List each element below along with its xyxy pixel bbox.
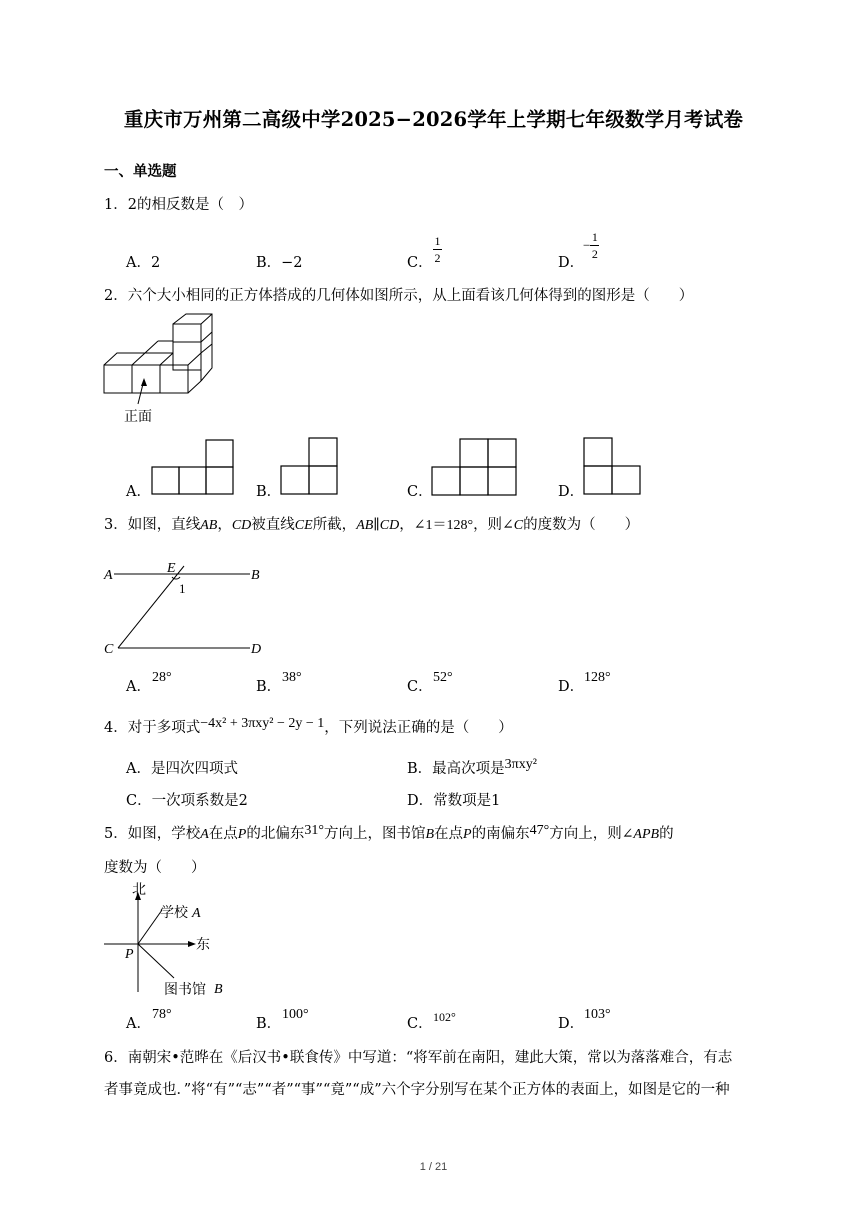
question-3-stem: 3．如图，直线AB，CD被直线CE所截，AB∥CD，∠1＝128°，则∠C的度数为（ ） [104, 517, 640, 533]
q5-option-c-value: 102° [433, 1010, 456, 1024]
q1-option-a: A．2 [126, 255, 161, 271]
q2-option-c-figure [431, 438, 517, 496]
q3-option-c-value: 52° [433, 670, 453, 685]
q2-option-d: D． [558, 484, 585, 500]
q4-option-a: A．是四次四项式 [126, 761, 238, 777]
label-a: A [192, 906, 201, 921]
q3-option-b: B． [256, 679, 282, 695]
q3-option-d: D． [558, 679, 585, 695]
label-p: P [125, 947, 134, 962]
q3-option-a: A． [126, 679, 151, 695]
question-1-stem: 1．2的相反数是（ ） [104, 197, 253, 213]
page-number: 1 / 21 [419, 1161, 448, 1173]
q5-option-a: A． [126, 1016, 151, 1032]
q1-option-d: D． [558, 255, 585, 271]
page-title: 重庆市万州第二高级中学2025−2026学年上学期七年级数学月考试卷 [123, 108, 744, 131]
east-label: 东 [196, 938, 210, 953]
label-e: E [167, 561, 176, 576]
q5-option-c: C． [407, 1016, 433, 1032]
q2-option-d-figure [583, 437, 643, 495]
q3-figure [100, 560, 270, 660]
q5-figure [100, 884, 250, 999]
question-2-stem: 2．六个大小相同的正方体搭成的几何体如图所示，从上面看该几何体得到的图形是（ ） [104, 288, 694, 304]
q4-option-d: D．常数项是1 [407, 793, 501, 809]
north-label: 北 [132, 883, 146, 898]
question-6-line2: 者事竟成也．”将“有”“志”“者”“事”“竟”“成”六个字分别写在某个正方体的表面上，如图是它的一种 [104, 1082, 730, 1098]
q5-option-b: B． [256, 1016, 282, 1032]
q3-option-d-value: 128° [584, 670, 611, 685]
label-angle-1: 1 [179, 581, 186, 596]
ray-pa [138, 910, 162, 944]
q2-solid-figure [100, 312, 220, 422]
question-6-line1: 6．南朝宋•范晔在《后汉书•联食传》中写道：“将军前在南阳，建此大策，常以为落落难合，有志 [104, 1050, 733, 1066]
section-heading: 一、单选题 [104, 163, 177, 180]
label-c: C [104, 642, 114, 657]
ray-pb [138, 944, 174, 978]
q2-option-a: A． [126, 484, 151, 500]
q3-option-b-value: 38° [282, 670, 302, 685]
q4-option-b-term: 3πxy² [504, 757, 537, 772]
q5-option-d: D． [558, 1016, 585, 1032]
library-label: 图书馆 [164, 983, 206, 998]
label-b: B [214, 982, 223, 997]
question-5-stem-line2: 度数为（ ） [104, 860, 206, 876]
q3-option-a-value: 28° [152, 670, 172, 685]
question-5-stem-line1: 5．如图，学校A在点P的北偏东31°方向上，图书馆B在点P的南偏东47°方向上，则∠APB的 [104, 823, 674, 842]
q4-option-b: B．最高次项是3πxy² [407, 757, 537, 777]
east-arrow-head [188, 941, 196, 947]
q1-option-d-fraction: − $\frac{1}{2}$ [583, 230, 598, 261]
q4-option-c: C．一次项系数是2 [126, 793, 248, 809]
q1-option-b: B．−2 [256, 255, 303, 271]
question-4-stem: 4．对于多项式−4x² + 3πxy² − 2y − 1，下列说法正确的是（ ） [104, 716, 513, 736]
q3-option-c: C． [407, 679, 433, 695]
q2-option-c: C． [407, 484, 433, 500]
q5-option-a-value: 78° [152, 1007, 172, 1022]
label-b: B [251, 568, 260, 583]
q2-front-label: 正面 [124, 409, 152, 425]
angle-1-arc [172, 577, 180, 579]
q1-option-c-fraction: $\frac{1}{2}$ [434, 234, 441, 265]
school-label: 学校 [160, 906, 188, 921]
q2-option-b: B． [256, 484, 282, 500]
label-d: D [251, 642, 262, 657]
q2-option-b-figure [280, 437, 340, 495]
q1-option-c: C． [407, 255, 433, 271]
q5-option-b-value: 100° [282, 1007, 309, 1022]
front-arrow-head [141, 378, 147, 386]
q4-polynomial: −4x² + 3πxy² − 2y − 1 [200, 716, 325, 731]
q2-option-a-figure [151, 439, 235, 495]
q5-option-d-value: 103° [584, 1007, 611, 1022]
label-a: A [104, 568, 113, 583]
